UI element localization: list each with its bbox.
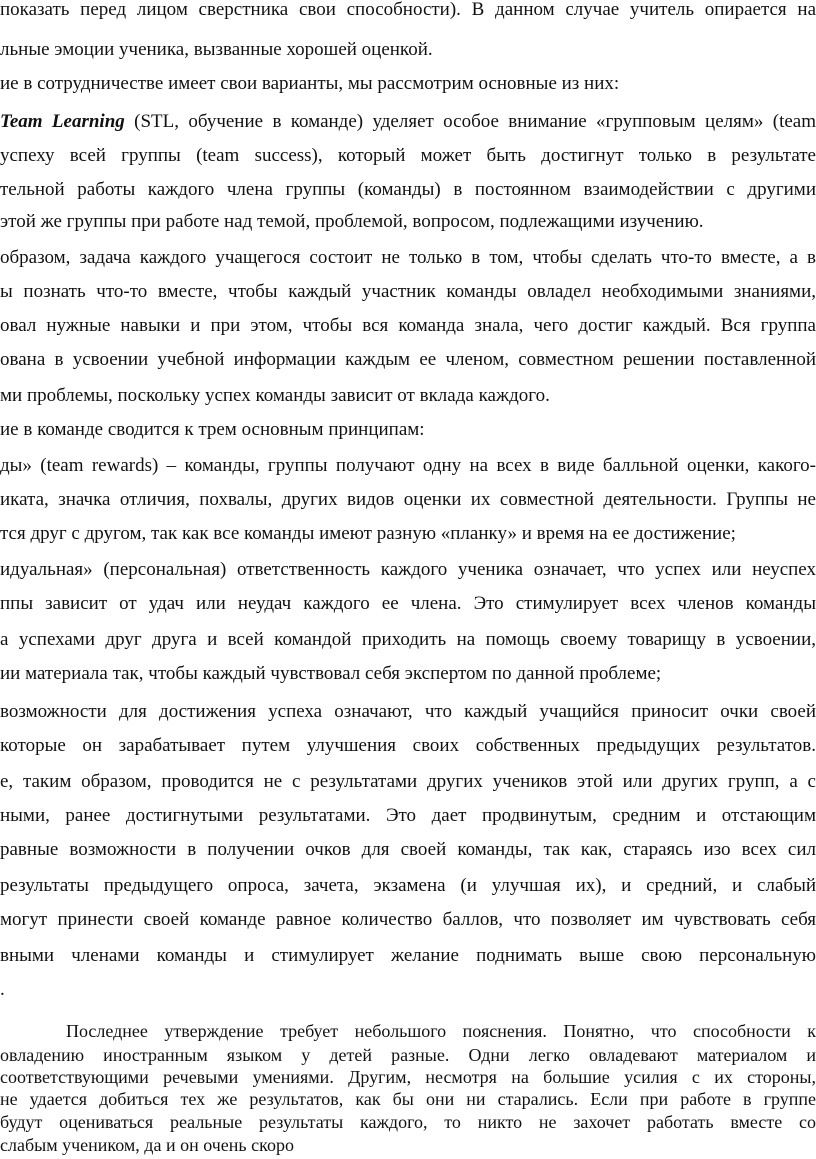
text-line: соответствующими речевыми умениями. Другим, несмотря на большие усилия с их стороны, xyxy=(0,1067,816,1087)
text-line: Последнее утверждение требует небольшого пояснения. Понятно, что способности к xyxy=(0,1021,816,1041)
text-line: образом, задача каждого учащегося состоит не только в том, чтобы сделать что-то вместе, а в xyxy=(0,247,816,268)
text-line: ие в сотрудничестве имеет свои варианты, мы рассмотрим основные из них: xyxy=(0,73,620,94)
text-line: ие в команде сводится к трем основным принципам: xyxy=(0,419,425,440)
text-line: не удается добиться тех же результатов, как бы они ни старались. Если при работе в группе xyxy=(0,1089,816,1109)
text-line: будут оцениваться реальные результаты каждого, то никто не захочет работать вместе со xyxy=(0,1112,816,1132)
text-line: ии материала так, чтобы каждый чувствовал себя экспертом по данной проблеме; xyxy=(0,663,662,684)
text-segment: (STL, обучение в команде) уделяет особое внимание «групповым целям» (team xyxy=(124,111,816,132)
text-line: льные эмоции ученика, вызванные хорошей оценкой. xyxy=(0,39,433,60)
text-line: овладению иностранным языком у детей разные. Одни легко овладевают материалом и xyxy=(0,1045,816,1065)
text-line: слабым учеником, да и он очень скоро xyxy=(0,1135,294,1155)
text-line: овал нужные навыки и при этом, чтобы вся команда знала, чего достиг каждый. Вся группа xyxy=(0,315,816,336)
text-line: . xyxy=(0,979,5,1000)
text-line: результаты предыдущего опроса, зачета, экзамена (и улучшая их), и средний, и слабый xyxy=(0,875,816,896)
text-line: ми проблемы, поскольку успех команды зависит от вклада каждого. xyxy=(0,385,550,406)
text-line: ды» (team rewards) – команды, группы получают одну на всех в виде балльной оценки, какого- xyxy=(0,455,816,476)
text-line: а успехами друг друга и всей командой приходить на помощь своему товарищу в усвоении, xyxy=(0,629,816,650)
emphasized-term: Team Learning xyxy=(0,111,125,132)
text-line: ными, ранее достигнутыми результатами. Это дает продвинутым, средним и отстающим xyxy=(0,805,816,826)
text-line: е, таким образом, проводится не с результатами других учеников этой или других групп, а с xyxy=(0,771,816,792)
text-line: показать перед лицом сверстника свои способности). В данном случае учитель опирается на xyxy=(0,0,816,20)
text-line: тся друг с другом, так как все команды имеют разную «планку» и время на ее достижение; xyxy=(0,523,736,544)
text-line xyxy=(0,110,816,134)
text-line: ппы зависит от удач или неудач каждого ее члена. Это стимулирует всех членов команды xyxy=(0,593,816,614)
text-line: вными членами команды и стимулирует желание поднимать выше свою персональную xyxy=(0,945,816,966)
text-line: которые он зарабатывает путем улучшения своих собственных предыдущих результатов. xyxy=(0,735,816,756)
text-line: ована в усвоении учебной информации каждым ее членом, совместном решении поставленной xyxy=(0,349,816,370)
text-line: успеху всей группы (team success), который может быть достигнут только в результате xyxy=(0,145,816,166)
text-line: иката, значка отличия, похвалы, других видов оценки их совместной деятельности. Группы не xyxy=(0,489,816,510)
text-line: возможности для достижения успеха означают, что каждый учащийся приносит очки своей xyxy=(0,701,816,722)
text-line: этой же группы при работе над темой, проблемой, вопросом, подлежащими изучению. xyxy=(0,211,704,232)
text-line: тельной работы каждого члена группы (команды) в постоянном взаимодействии с другими xyxy=(0,179,816,200)
text-line: идуальная» (персональная) ответственность каждого ученика означает, что успех или неуспех xyxy=(0,559,816,580)
text-line: могут принести своей команде равное количество баллов, что позволяет им чувствовать себя xyxy=(0,909,816,930)
text-line: равные возможности в получении очков для своей команды, так как, стараясь изо всех сил xyxy=(0,839,816,860)
text-line: ы познать что-то вместе, чтобы каждый участник команды овладел необходимыми знаниями, xyxy=(0,281,816,302)
